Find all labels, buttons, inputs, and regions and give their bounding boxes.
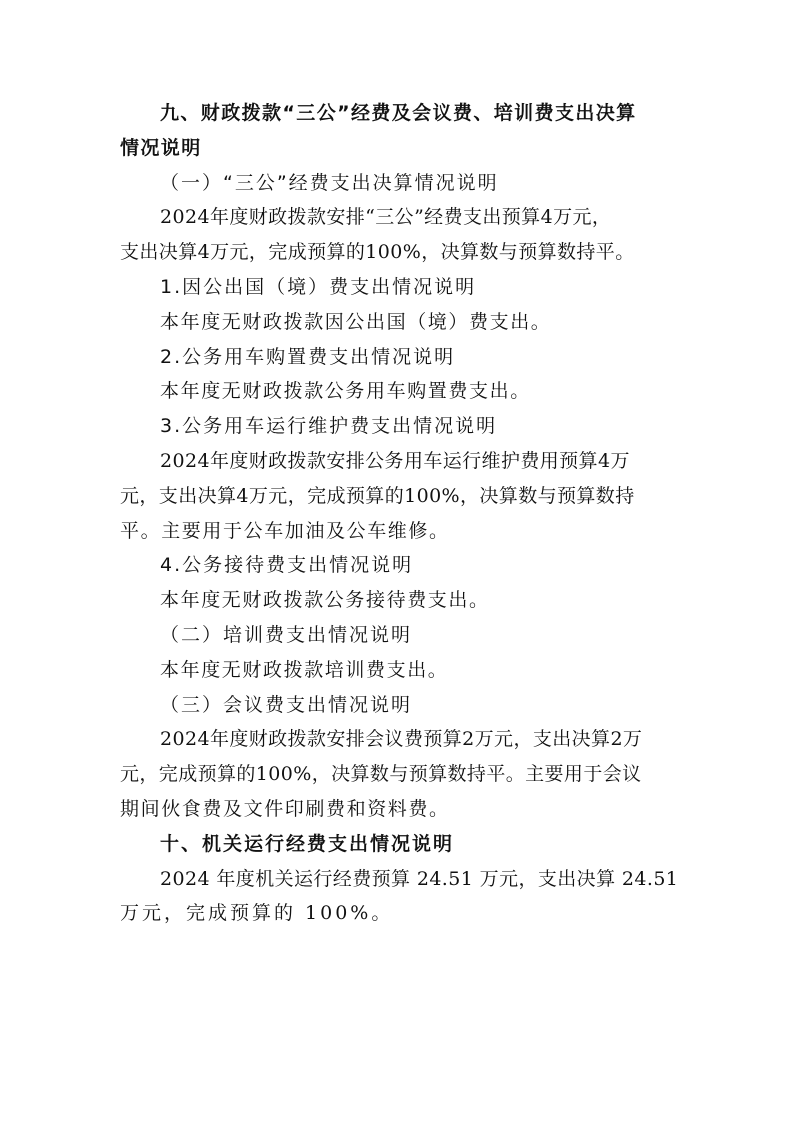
subsection1-paragraph-line1: 2024年度财政拨款安排“三公”经费支出预算4万元， [160, 206, 612, 229]
item3-heading: 3.公务用车运行维护费支出情况说明 [160, 415, 498, 438]
section9-title-line2: 情况说明 [120, 136, 202, 159]
subsection2-heading: （二）培训费支出情况说明 [160, 623, 413, 646]
subsection1-heading: （一）“三公”经费支出决算情况说明 [160, 171, 499, 194]
item4-heading: 4.公务接待费支出情况说明 [160, 554, 414, 577]
item4-text: 本年度无财政拨款公务接待费支出。 [160, 589, 490, 612]
item1-heading: 1.因公出国（境）费支出情况说明 [160, 275, 477, 298]
item2-heading: 2.公务用车购置费支出情况说明 [160, 345, 456, 368]
subsection1-paragraph-line2: 支出决算4万元，完成预算的100%，决算数与预算数持平。 [120, 241, 635, 264]
item3-text-line3: 平。主要用于公车加油及公车维修。 [120, 519, 450, 542]
subsection2-text: 本年度无财政拨款培训费支出。 [160, 658, 449, 681]
item3-text-line2: 元，支出决算4万元，完成预算的100%，决算数与预算数持 [120, 484, 635, 507]
section10-title: 十、机关运行经费支出情况说明 [160, 832, 455, 855]
subsection3-heading: （三）会议费支出情况说明 [160, 693, 413, 716]
section10-paragraph-line2: 万元，完成预算的 100%。 [120, 902, 394, 925]
subsection3-text-line2: 元，完成预算的100%，决算数与预算数持平。主要用于会议 [120, 763, 642, 786]
subsection3-text-line1: 2024年度财政拨款安排会议费预算2万元，支出决算2万 [160, 728, 643, 751]
item3-text-line1: 2024年度财政拨款安排公务用车运行维护费用预算4万 [160, 449, 630, 472]
section10-paragraph-line1: 2024 年度机关运行经费预算 24.51 万元，支出决算 24.51 [160, 867, 679, 890]
item2-text: 本年度无财政拨款公务用车购置费支出。 [160, 380, 531, 403]
document-page [120, 96, 680, 931]
subsection3-text-line3: 期间伙食费及文件印刷费和资料费。 [120, 797, 450, 820]
section9-title-line1: 九、财政拨款“三公”经费及会议费、培训费支出决算 [160, 102, 637, 124]
item1-text: 本年度无财政拨款因公出国（境）费支出。 [160, 310, 552, 333]
